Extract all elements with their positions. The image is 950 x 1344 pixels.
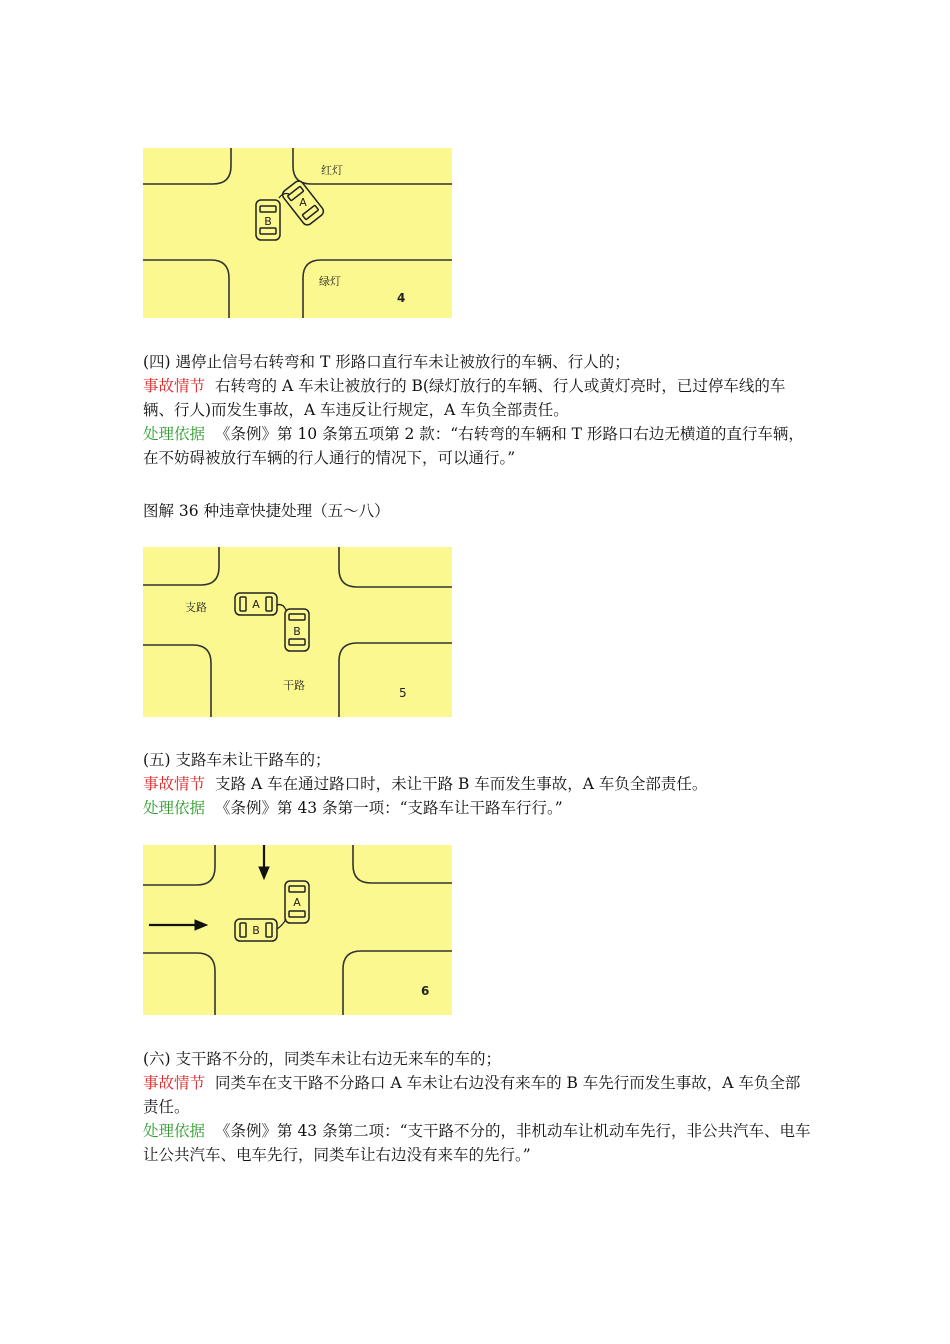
- figure-number: 6: [421, 984, 430, 998]
- section-heading: (四) 遇停止信号右转弯和 T 形路口直行车未让被放行的车辆、行人的；: [143, 353, 630, 371]
- road-curb-bottom-left: [143, 260, 229, 318]
- figure-number: 4: [397, 291, 406, 305]
- basis-label: 处理依据: [143, 425, 206, 443]
- section-5: [143, 748, 811, 820]
- section-heading: (五) 支路车未让干路车的；: [143, 751, 331, 769]
- diagram-4-drawing: [143, 148, 452, 318]
- accident-text: 支路 A 车在通过路口时，未让干路 B 车而发生事故，A 车负全部责任。: [215, 775, 708, 793]
- accident-text: 右转弯的 A 车未让被放行的 B(绿灯放行的车辆、行人或黄灯亮时，已过停车线的车辆、行人)而发生事故，A 车违反让行规定，A 车负全部责任。: [143, 377, 786, 419]
- accident-text: 同类车在支干路不分路口 A 车未让右边没有来车的 B 车先行而发生事故，A 车负全部责任。: [143, 1074, 801, 1116]
- section-title: 图解 36 种违章快捷处理（五～八）: [143, 502, 390, 520]
- accident-label: 事故情节: [143, 775, 206, 793]
- car-a-label: A: [299, 196, 307, 209]
- green-light-label: 绿灯: [319, 275, 341, 288]
- diagram-6-drawing: [143, 845, 452, 1015]
- collision-mark: [277, 919, 286, 929]
- basis-label: 处理依据: [143, 1122, 206, 1140]
- basis-paragraph: [143, 1119, 811, 1167]
- figure-number: 5: [399, 686, 407, 700]
- section-4: [143, 350, 811, 470]
- section-heading: (六) 支干路不分的，同类车未让右边无来车的车的；: [143, 1050, 502, 1068]
- arrow-right: [149, 920, 207, 930]
- collision-mark: [277, 605, 286, 610]
- road-curb-top-right: [293, 148, 452, 184]
- diagram-5: [143, 547, 452, 717]
- basis-text: 《条例》第 10 条第五项第 2 款：“右转弯的车辆和 T 形路口右边无横道的直行车辆，在不妨碍被放行车辆的行人通行的情况下，可以通行。”: [143, 425, 804, 467]
- accident-label: 事故情节: [143, 377, 206, 395]
- car-b-label: B: [293, 625, 301, 638]
- road-curb-top-right: [339, 547, 452, 587]
- car-b-label: B: [252, 924, 260, 937]
- accident-paragraph: [143, 772, 811, 796]
- basis-paragraph: [143, 422, 811, 470]
- accident-paragraph: [143, 1071, 811, 1119]
- road-curb-top-left: [143, 148, 231, 184]
- basis-text: 《条例》第 43 条第一项：“支路车让干路车行行。”: [215, 799, 563, 817]
- car-b-label: B: [264, 215, 272, 228]
- road-curb-top-left: [143, 547, 219, 585]
- basis-label: 处理依据: [143, 799, 206, 817]
- basis-paragraph: [143, 796, 811, 820]
- road-curb-bottom-right: [303, 260, 452, 318]
- road-curb-top-left: [143, 845, 215, 885]
- section-6: [143, 1047, 811, 1167]
- road-curb-bottom-right: [343, 951, 452, 1015]
- red-light-label: 红灯: [321, 164, 343, 177]
- road-curb-top-right: [353, 845, 452, 883]
- accident-label: 事故情节: [143, 1074, 206, 1092]
- accident-paragraph: [143, 374, 811, 422]
- arrow-down: [259, 845, 269, 879]
- basis-text: 《条例》第 43 条第二项：“支干路不分的，非机动车让机动车先行，非公共汽车、电车让公共汽车、电车先行，同类车让右边没有来车的先行。”: [143, 1122, 811, 1164]
- car-a-label: A: [293, 896, 301, 909]
- car-a-label: A: [252, 598, 260, 611]
- diagram-6: [143, 845, 452, 1015]
- road-curb-bottom-right: [339, 643, 452, 717]
- branch-road-label: 支路: [185, 601, 207, 614]
- diagram-4: [143, 148, 452, 318]
- road-curb-bottom-left: [143, 953, 215, 1015]
- diagram-5-drawing: [143, 547, 452, 717]
- main-road-label: 干路: [283, 679, 305, 692]
- road-curb-bottom-left: [143, 645, 211, 717]
